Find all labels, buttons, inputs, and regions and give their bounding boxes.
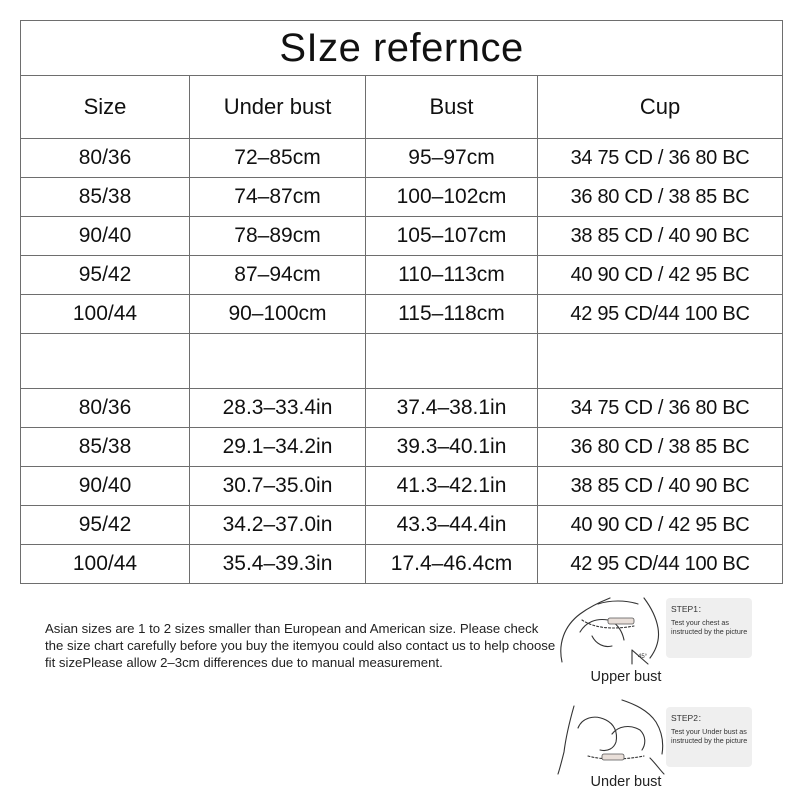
bust-cell: 100–102cm: [366, 178, 538, 217]
size-cell: 80/36: [21, 139, 190, 178]
cup-cell: 40 90 CD / 42 95 BC: [538, 506, 783, 545]
table-row: [21, 256, 783, 295]
under-bust-cell: 72–85cm: [190, 139, 366, 178]
step2-title: STEP2：: [671, 713, 707, 723]
size-cell: 100/44: [21, 295, 190, 334]
size-cell: 95/42: [21, 256, 190, 295]
bust-cell: 115–118cm: [366, 295, 538, 334]
size-cell: 95/42: [21, 506, 190, 545]
table-row: [21, 217, 783, 256]
cup-cell: 42 95 CD/44 100 BC: [538, 295, 783, 334]
angle-label: 45°: [638, 654, 648, 660]
size-cell: 80/36: [21, 389, 190, 428]
table-row: [21, 428, 783, 467]
separator-row: [21, 334, 783, 389]
table-row: [21, 545, 783, 584]
under-bust-cell: 74–87cm: [190, 178, 366, 217]
size-cell: 90/40: [21, 467, 190, 506]
size-cell: 90/40: [21, 217, 190, 256]
cup-cell: 38 85 CD / 40 90 BC: [538, 467, 783, 506]
cup-cell: 34 75 CD / 36 80 BC: [538, 389, 783, 428]
step1-box: [666, 598, 752, 658]
bust-cell: 41.3–42.1in: [366, 467, 538, 506]
bust-cell: 110–113cm: [366, 256, 538, 295]
under-bust-cell: 34.2–37.0in: [190, 506, 366, 545]
cup-cell: 42 95 CD/44 100 BC: [538, 545, 783, 584]
cup-cell: 36 80 CD / 38 85 BC: [538, 428, 783, 467]
under-bust-cell: 87–94cm: [190, 256, 366, 295]
step2-text: Test your Under bust as instructed by the picture: [671, 727, 748, 745]
size-cell: 100/44: [21, 545, 190, 584]
header-bust: Bust: [366, 76, 538, 139]
empty-cell: [366, 334, 538, 389]
table-row: [21, 139, 783, 178]
table-row: [21, 506, 783, 545]
empty-cell: [538, 334, 783, 389]
under-bust-cell: 30.7–35.0in: [190, 467, 366, 506]
empty-cell: [190, 334, 366, 389]
step2-box: [666, 707, 752, 767]
table-row: [21, 467, 783, 506]
bust-cell: 39.3–40.1in: [366, 428, 538, 467]
under-bust-cell: 28.3–33.4in: [190, 389, 366, 428]
under-bust-cell: 90–100cm: [190, 295, 366, 334]
sizing-note: Asian sizes are 1 to 2 sizes smaller than European and American size. Please check the size chart carefully before you buy the itemyou could also contact us to help choose fit sizePlease allow 2–3cm differences due to manual measurement.: [45, 621, 556, 671]
under-bust-cell: 29.1–34.2in: [190, 428, 366, 467]
under-bust-cell: 35.4–39.3in: [190, 545, 366, 584]
upper-bust-guide: [552, 592, 797, 684]
title-row: [21, 21, 783, 76]
bust-cell: 95–97cm: [366, 139, 538, 178]
under-bust-guide: [552, 698, 797, 790]
bust-cell: 105–107cm: [366, 217, 538, 256]
cup-cell: 36 80 CD / 38 85 BC: [538, 178, 783, 217]
under-bust-label: Under bust: [590, 774, 662, 790]
size-cell: 85/38: [21, 178, 190, 217]
chart-title: SIze refernce: [21, 21, 783, 76]
step1-title: STEP1：: [671, 604, 707, 614]
bust-cell: 43.3–44.4in: [366, 506, 538, 545]
table-row: [21, 178, 783, 217]
cup-cell: 34 75 CD / 36 80 BC: [538, 139, 783, 178]
size-cell: 85/38: [21, 428, 190, 467]
step1-text: Test your chest as instructed by the picture: [671, 618, 748, 636]
upper-bust-label: Upper bust: [590, 669, 662, 685]
cup-cell: 38 85 CD / 40 90 BC: [538, 217, 783, 256]
header-row: [21, 76, 783, 139]
table-row: [21, 295, 783, 334]
bust-cell: 37.4–38.1in: [366, 389, 538, 428]
header-cup: Cup: [538, 76, 783, 139]
bust-cell: 17.4–46.4cm: [366, 545, 538, 584]
cup-cell: 40 90 CD / 42 95 BC: [538, 256, 783, 295]
header-under-bust: Under bust: [190, 76, 366, 139]
header-size: Size: [21, 76, 190, 139]
table-row: [21, 389, 783, 428]
empty-cell: [21, 334, 190, 389]
size-chart-table: [20, 20, 783, 584]
under-bust-cell: 78–89cm: [190, 217, 366, 256]
